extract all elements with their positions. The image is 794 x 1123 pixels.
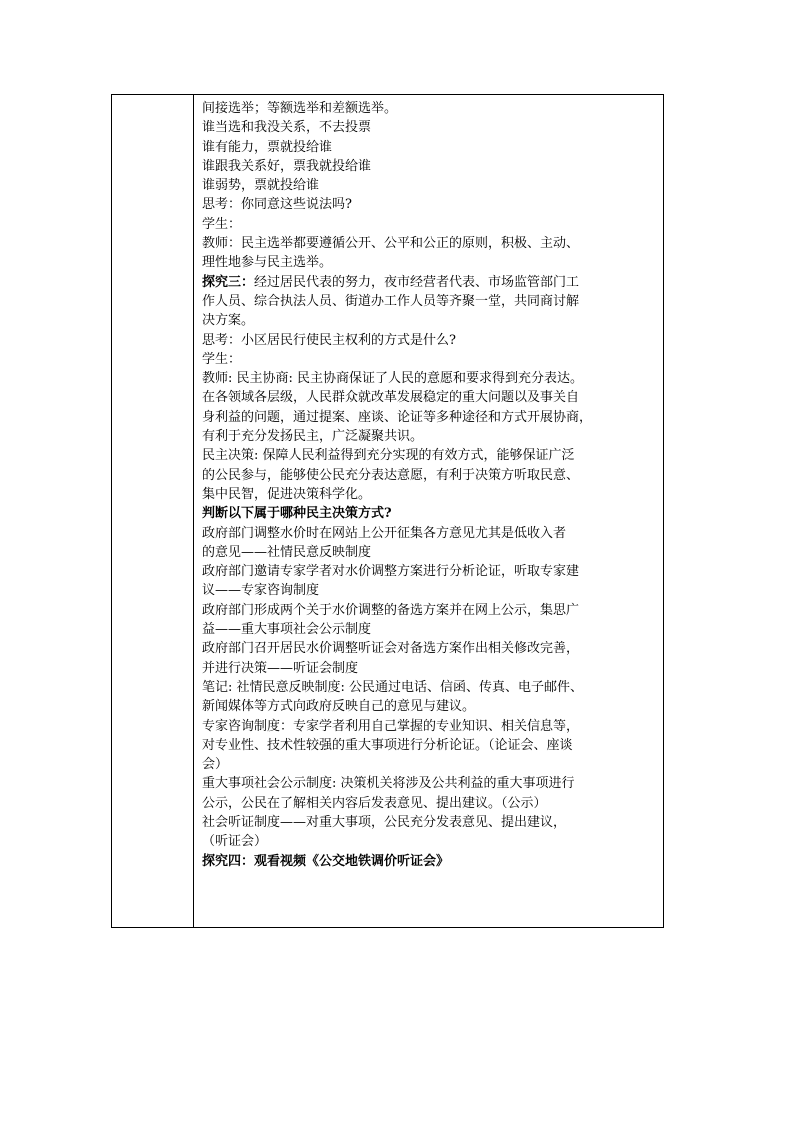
bold-prefix: 探究三： xyxy=(202,274,255,290)
text-line: 思考：你同意这些说法吗? xyxy=(202,197,352,213)
text-line: 笔记: 社情民意反映制度: 公民通过电话、信函、传真、电子邮件、 xyxy=(202,679,584,695)
text-line: 探究四：观看视频《公交地铁调价听证会》 xyxy=(202,853,450,869)
text-line: 政府部门召开居民水价调整听证会对备选方案作出相关修改完善， xyxy=(202,641,580,657)
text-line: 学生： xyxy=(202,351,242,367)
text-line: 集中民智，促进决策科学化。 xyxy=(202,486,372,502)
text-line: 的公民参与，能够使公民充分表达意愿，有利于决策方听取民意、 xyxy=(202,467,580,483)
text-line: 谁跟我关系好，票我就投给谁 xyxy=(202,158,372,174)
text-line: 公示，公民在了解相关内容后发表意见、提出建议。（公示） xyxy=(202,795,547,811)
text-line: 对专业性、技术性较强的重大事项进行分析论证。（论证会、座谈 xyxy=(202,737,573,753)
text-line: 作人员、综合执法人员、街道办工作人员等齐聚一堂，共同商讨解 xyxy=(202,293,580,309)
text-line: 思考：小区居民行使民主权利的方式是什么? xyxy=(202,332,456,348)
table-left-cell xyxy=(112,95,194,927)
text-line: 间接选举；等额选举和差额选举。 xyxy=(202,101,398,116)
text-line: 判断以下属于哪种民主决策方式? xyxy=(202,506,392,522)
text-line: 新闻媒体等方式向政府反映自己的意见与建议。 xyxy=(202,699,476,715)
text-line: 重大事项社会公示制度: 决策机关将涉及公共利益的重大事项进行 xyxy=(202,776,575,792)
text-line xyxy=(202,273,660,292)
line-rest: 经过居民代表的努力，夜市经营者代表、市场监管部门工 xyxy=(254,274,580,290)
text-line: 政府部门调整水价时在网站上公开征集各方意见尤其是低收入者 xyxy=(202,525,567,541)
text-line: 身利益的问题，通过提案、座谈、论证等多种途径和方式开展协商， xyxy=(202,409,593,425)
text-line: 教师：民主选举都要遵循公开、公平和公正的原则，积极、主动、 xyxy=(202,236,580,252)
text-line: 理性地参与民主选举。 xyxy=(202,255,333,271)
text-line: 谁有能力，票就投给谁 xyxy=(202,139,333,155)
lesson-table xyxy=(111,94,664,928)
text-line: （听证会） xyxy=(202,834,268,850)
text-line: 教师: 民主协商: 民主协商保证了人民的意愿和要求得到充分表达。 xyxy=(202,371,584,387)
text-line: 在各领域各层级，人民群众就改革发展稳定的重大问题以及事关自 xyxy=(202,390,580,406)
text-line: 专家咨询制度：专家学者利用自己掌握的专业知识、相关信息等， xyxy=(202,718,580,734)
text-line: 谁当选和我没关系，不去投票 xyxy=(202,120,372,136)
text-line: 有利于充分发扬民主，广泛凝聚共识。 xyxy=(202,429,424,445)
text-line: 民主决策: 保障人民利益得到充分实现的有效方式，能够保证广泛 xyxy=(202,448,575,464)
text-line: 谁弱势，票就投给谁 xyxy=(202,178,320,194)
text-line: 益——重大事项社会公示制度 xyxy=(202,622,372,638)
table-content-cell xyxy=(202,99,660,871)
text-line: 决方案。 xyxy=(202,313,255,329)
text-line: 的意见——社情民意反映制度 xyxy=(202,544,372,560)
text-line: 会） xyxy=(202,757,229,773)
text-line: 政府部门邀请专家学者对水价调整方案进行分析论证，听取专家建 xyxy=(202,564,580,580)
text-line: 社会听证制度——对重大事项，公民充分发表意见、提出建议， xyxy=(202,814,567,830)
text-line: 学生： xyxy=(202,216,242,232)
text-line: 并进行决策——听证会制度 xyxy=(202,660,359,676)
text-line: 议——专家咨询制度 xyxy=(202,583,320,599)
text-line: 政府部门形成两个关于水价调整的备选方案并在网上公示，集思广 xyxy=(202,602,580,618)
